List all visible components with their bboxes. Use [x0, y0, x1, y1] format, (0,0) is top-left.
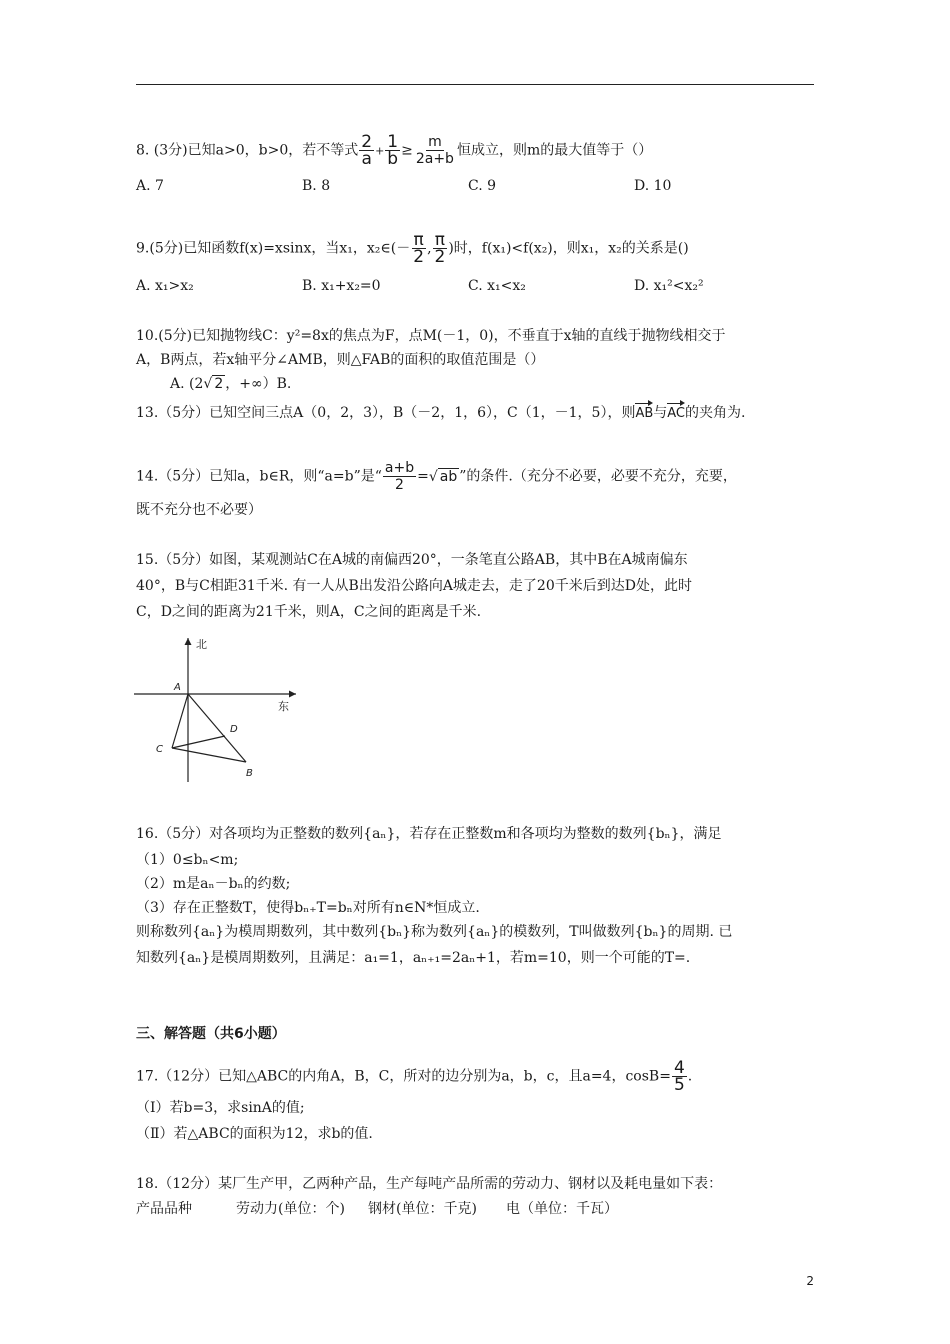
q15-line-2: 40°，B与C相距31千米. 有一人从B出发沿公路向A城走去，走了20千米后到达D处，此时 [136, 578, 692, 594]
q16-line-2: （1）0≤bₙ<m; [136, 852, 239, 868]
vector-ab: AB [635, 400, 653, 424]
q8-option-b: B. 8 [302, 178, 331, 194]
q9-prefix: 9.(5分)已知函数f(x)=xsinx，当x₁，x₂∈(－ [136, 240, 411, 257]
question-9: 9.(5分)已知函数f(x)=xsinx，当x₁，x₂∈(－ $\frac{\pi}{2}$ , $\frac{\pi}{2}$ )时，f(x₁)<f(x₂)，则x₁，x₂的关系是() [136, 230, 689, 267]
segment-cd [172, 736, 225, 748]
q16-line-3: （2）m是aₙ－bₙ的约数; [136, 876, 291, 892]
q9-suffix: )时，f(x₁)<f(x₂)，则x₁，x₂的关系是() [448, 240, 689, 257]
question-13: 13.（5分）已知空间三点A（0，2，3），B（－2，1，6），C（1，－1，5），则AB与AC的夹角为. [136, 400, 745, 424]
q10-option-a: A. (2√ 2 ，+∞）B. [170, 376, 292, 392]
q9-option-d: D. x₁²<x₂² [634, 278, 704, 294]
q8-frac-2-over-a: $\frac{2}{a}$ [361, 132, 373, 169]
q14-line-2: 既不充分也不必要） [136, 502, 262, 518]
q16-line-6: 知数列{aₙ}是模周期数列，且满足：a₁=1，aₙ₊₁=2aₙ+1，若m=10，则一个可能的T=. [136, 950, 691, 966]
q9-option-a: A. x₁>x₂ [136, 278, 194, 294]
q8-option-a: A. 7 [136, 178, 164, 194]
q18-header-product: 产品品种 [136, 1201, 192, 1217]
label-b: B [246, 768, 253, 779]
q8-option-d: D. 10 [634, 178, 672, 194]
q18-header-power: 电（单位：千瓦） [506, 1201, 618, 1217]
q8-prefix: 8. (3分)已知a>0，b>0，若不等式 [136, 142, 359, 159]
sqrt-2: √ 2 [203, 376, 224, 392]
vector-ac: AC [667, 400, 685, 424]
question-17: 17.（12分）已知△ABC的内角A，B，C，所对的边分别为a，b，c，且a=4，cosB= $\frac{4}{5}$ . [136, 1058, 693, 1095]
q15-line-1: 15.（5分）如图，某观测站C在A城的南偏西20°，一条笔直公路AB，其中B在A城南偏东 [136, 552, 688, 568]
q15-line-3: C，D之间的距离为21千米，则A，C之间的距离是千米. [136, 604, 482, 620]
q8-suffix: 恒成立，则m的最大值等于（） [456, 142, 653, 159]
q15-figure [130, 632, 310, 782]
q16-line-5: 则称数列{aₙ}为模周期数列，其中数列{bₙ}称为数列{aₙ}的模数列，T叫做数列{bₙ}的周期. 已 [136, 924, 733, 940]
q14-frac-a-plus-b-over-2: $\frac{a+b}{2}$ [384, 460, 415, 493]
sqrt-ab: √ ab [428, 468, 458, 485]
q17-frac-4-over-5: $\frac{4}{5}$ [673, 1058, 685, 1095]
q9-frac-pi-over-2-b: $\frac{\pi}{2}$ [434, 230, 446, 267]
label-d: D [230, 724, 238, 735]
label-c: C [156, 744, 163, 755]
label-north: 北 [196, 638, 207, 651]
q8-frac-1-over-b: $\frac{1}{b}$ [387, 132, 399, 169]
q18-header-steel: 钢材(单位：千克) [368, 1201, 477, 1217]
q10-line-1: 10.(5分)已知抛物线C：y²=8x的焦点为F，点M(－1，0)，不垂直于x轴的直线于抛物线相交于 [136, 328, 726, 344]
q18-line-1: 18.（12分）某厂生产甲，乙两种产品，生产每吨产品所需的劳动力、钢材以及耗电量如下表： [136, 1176, 723, 1192]
q8-frac-m-over-2a-b: $\frac{m}{2a+b}$ [415, 134, 454, 167]
q18-header-labor: 劳动力(单位：个) [236, 1201, 345, 1217]
segment-cb [172, 748, 246, 762]
q10-line-2: A，B两点，若x轴平分∠AMB，则△FAB的面积的取值范围是（） [136, 352, 545, 368]
q17-part-1: （Ⅰ）若b=3，求sinA的值; [136, 1100, 305, 1116]
q9-frac-pi-over-2-a: $\frac{\pi}{2}$ [413, 230, 425, 267]
page-number: 2 [806, 1274, 814, 1288]
label-a: A [174, 682, 181, 693]
header-rule [136, 84, 814, 85]
label-east: 东 [278, 700, 289, 713]
q16-line-1: 16.（5分）对各项均为正整数的数列{aₙ}，若存在正整数m和各项均为整数的数列{bₙ}，满足 [136, 826, 722, 842]
q8-option-c: C. 9 [468, 178, 497, 194]
q9-option-b: B. x₁+x₂=0 [302, 278, 381, 294]
section-heading: 三、解答题（共6小题） [136, 1026, 286, 1042]
q16-line-4: （3）存在正整数T，使得bₙ₊T=bₙ对所有n∈N*恒成立. [136, 900, 480, 916]
question-8: 8. (3分)已知a>0，b>0，若不等式 $\frac{2}{a}$ + $\frac{1}{b}$ ≥ $\frac{m}{2a+b}$ 恒成立，则m的最大值等于（） [136, 132, 653, 169]
q17-part-2: （Ⅱ）若△ABC的面积为12，求b的值. [136, 1126, 373, 1142]
q9-option-c: C. x₁<x₂ [468, 278, 526, 294]
question-14: 14.（5分）已知a，b∈R，则“a=b”是“ $\frac{a+b}{2}$ =√ ab ”的条件.（充分不必要，必要不充分，充要， [136, 460, 737, 493]
segment-ac [172, 694, 188, 748]
